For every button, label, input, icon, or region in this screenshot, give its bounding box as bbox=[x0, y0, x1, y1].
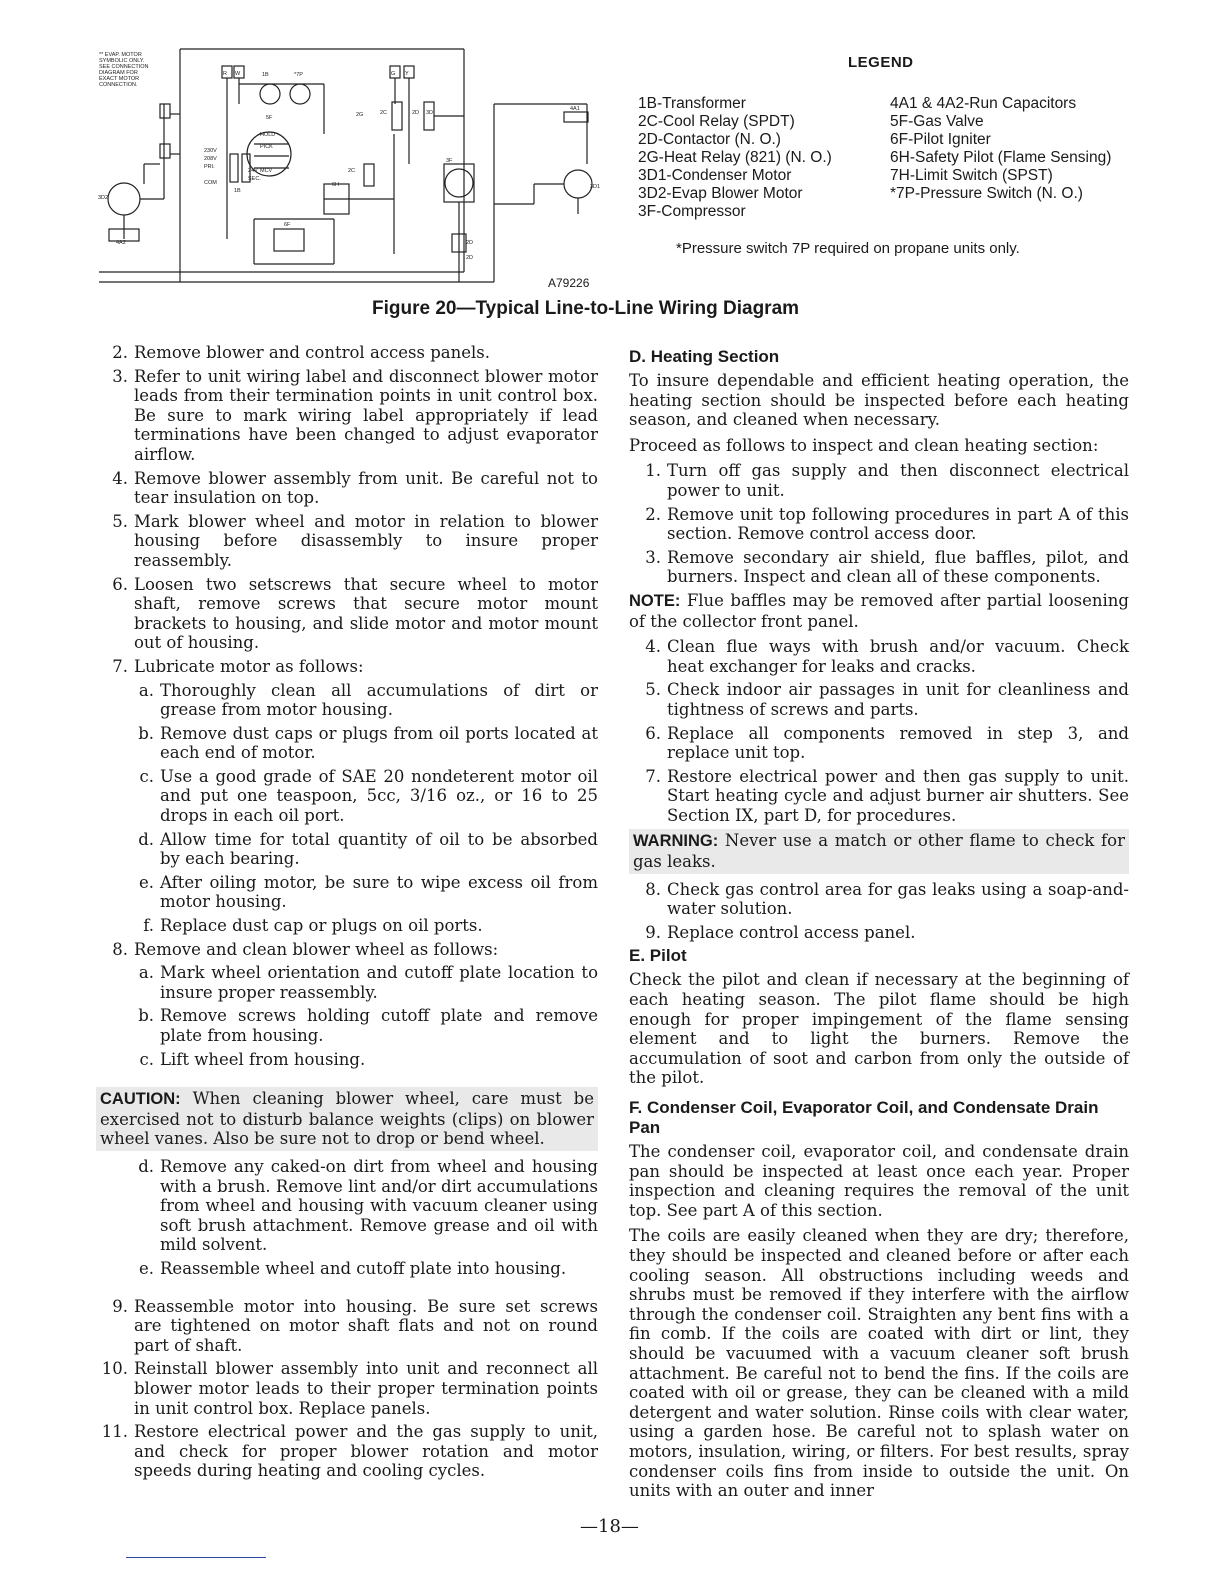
warning-box bbox=[629, 829, 1129, 873]
paragraph: The coils are easily cleaned when they are dry; therefore, they should be inspected and cleaned before or after each cooling season. All obstructions including weeds and shrubs must be removed if they interfere with the airflow through the condenser coil. Straighten any bent fins with a fin comb. If the coils are coated with dirt or lint, they should be vacuumed with a vacuum cleaner soft brush attachment. Be careful not to bend the fins. If the coils are coated with oil or grease, they can be cleaned with a mild detergent and water solution. Rinse coils with clear water, using a garden hose. Be careful not to splash water on motors, insulation, wiring, or filters. For best results, spray condenser coils fins from inside to outside the unit. On units with an outer and inner bbox=[629, 1226, 1129, 1501]
step-text: Reassemble motor into housing. Be sure set screws are tightened on motor shaft flats and not on round part of shaft. bbox=[134, 1296, 598, 1355]
section-heading-coils: F. Condenser Coil, Evaporator Coil, and Condensate Drain Pan bbox=[629, 1098, 1099, 1137]
step-list bbox=[96, 343, 598, 677]
step-number: 2. bbox=[112, 343, 128, 362]
warning-text: Never use a match or other flame to check for gas leaks. bbox=[633, 831, 1125, 872]
step-item bbox=[96, 367, 598, 465]
paragraph: The condenser coil, evaporator coil, and condensate drain pan should be inspected at least once each year. Proper inspection and cleaning requires the removal of the unit top. See part A of this section. bbox=[629, 1142, 1129, 1220]
diagram-note-line: DIAGRAM FOR bbox=[99, 70, 138, 76]
step-list bbox=[629, 637, 1129, 825]
substep-item bbox=[96, 724, 598, 763]
diagram-label: 230V bbox=[204, 148, 217, 154]
substep-item bbox=[96, 681, 598, 720]
step-number: 5. bbox=[645, 680, 661, 700]
diagram-label: MCV bbox=[260, 168, 273, 174]
step-item bbox=[96, 657, 598, 677]
step-number: 8. bbox=[112, 939, 128, 959]
step-number: 1. bbox=[645, 461, 661, 481]
step-number: 8. bbox=[645, 879, 661, 899]
substep-item bbox=[96, 830, 598, 869]
step-number: 9. bbox=[645, 922, 661, 942]
step-text: Thoroughly clean all accumulations of dirt or grease from motor housing. bbox=[160, 680, 598, 720]
diagram-note-line: CONNECTION. bbox=[99, 82, 138, 88]
step-number: 6. bbox=[645, 723, 661, 743]
legend-footnote: *Pressure switch 7P required on propane units only. bbox=[676, 240, 1020, 257]
step-item bbox=[629, 548, 1129, 587]
legend-entry: 1B-Transformer bbox=[638, 95, 746, 112]
legend-entry: 4A1 & 4A2-Run Capacitors bbox=[890, 95, 1077, 112]
legend-entry: 3F-Compressor bbox=[638, 203, 746, 220]
diagram-label: 6F bbox=[284, 222, 291, 228]
diagram-label: SEC. bbox=[248, 176, 261, 182]
diagram-label: R bbox=[223, 71, 227, 77]
step-number: e. bbox=[138, 1258, 154, 1278]
step-list bbox=[96, 1297, 598, 1481]
diagram-label: 2C bbox=[348, 168, 356, 174]
diagram-label: 1B bbox=[262, 72, 269, 78]
caution-label: CAUTION: bbox=[100, 1090, 181, 1109]
substep-item bbox=[96, 1259, 598, 1279]
diagram-label: COM bbox=[204, 180, 217, 186]
step-text: Check gas control area for gas leaks using a soap-and-water solution. bbox=[667, 879, 1129, 919]
step-item bbox=[629, 505, 1129, 544]
diagram-note-line: SYMBOLIC ONLY. bbox=[99, 58, 145, 64]
step-text: Remove blower assembly from unit. Be careful not to tear insulation on top. bbox=[134, 468, 598, 508]
step-number: f. bbox=[143, 916, 154, 936]
step-list bbox=[629, 461, 1129, 587]
step-text: Restore electrical power and the gas supply to unit, and check for proper blower rotation and motor speeds during heating and cooling cycles. bbox=[134, 1422, 598, 1481]
section-heading-pilot: E. Pilot bbox=[629, 946, 687, 966]
step-number: 4. bbox=[645, 637, 661, 657]
note-label: NOTE: bbox=[629, 591, 681, 610]
step-text: Remove secondary air shield, flue baffles, pilot, and burners. Inspect and clean all of these components. bbox=[667, 547, 1129, 587]
step-text: Replace dust cap or plugs on oil ports. bbox=[160, 916, 483, 936]
substep-item bbox=[96, 1006, 598, 1045]
step-number: 6. bbox=[112, 574, 128, 594]
step-text: Replace all components removed in step 3, and replace unit top. bbox=[667, 723, 1129, 763]
wiring-diagram bbox=[94, 44, 614, 294]
substep-item bbox=[96, 1050, 598, 1070]
step-text: Restore electrical power and then gas supply to unit. Start heating cycle and adjust burner air shutters. See Section IX, part D, for procedures. bbox=[667, 766, 1129, 825]
diagram-label: 6H bbox=[332, 182, 340, 188]
legend-entry: 3D1-Condenser Motor bbox=[638, 167, 792, 184]
step-number: e. bbox=[138, 872, 154, 892]
step-text: After oiling motor, be sure to wipe excess oil from motor housing. bbox=[160, 872, 598, 912]
substep-item bbox=[96, 1157, 598, 1255]
diagram-label: 5F bbox=[266, 115, 273, 121]
legend-left-column bbox=[638, 95, 832, 221]
legend-entry: 2D-Contactor (N. O.) bbox=[638, 131, 781, 148]
step-item bbox=[96, 343, 598, 363]
step-number: 9. bbox=[112, 1296, 128, 1316]
step-item bbox=[96, 512, 598, 571]
diagram-label: PRI. bbox=[204, 164, 215, 170]
diagram-label: 3D2 bbox=[98, 195, 109, 201]
diagram-label: G bbox=[391, 71, 396, 77]
step-text: Lubricate motor as follows: bbox=[134, 656, 364, 676]
step-number: c. bbox=[139, 1049, 154, 1069]
section-heading-heating: D. Heating Section bbox=[629, 347, 780, 366]
figure-caption: Figure 20—Typical Line-to-Line Wiring Diagram bbox=[372, 298, 800, 319]
diagram-label: 3D bbox=[426, 110, 434, 116]
step-number: a. bbox=[138, 680, 154, 700]
legend-right-column bbox=[890, 95, 1111, 203]
step-text: Clean flue ways with brush and/or vacuum. Check heat exchanger for leaks and cracks. bbox=[667, 637, 1129, 676]
step-text: Replace control access panel. bbox=[667, 922, 916, 942]
step-number: 3. bbox=[112, 366, 128, 386]
step-item bbox=[96, 1422, 598, 1481]
step-item bbox=[629, 680, 1129, 719]
step-item bbox=[96, 940, 598, 960]
step-text: Refer to unit wiring label and disconnect blower motor leads from their termination points in unit control box. Be sure to mark wiring label appropriately if lead terminations have been changed to adjust evaporator airflow. bbox=[134, 366, 598, 464]
step-text: Mark wheel orientation and cutoff plate location to insure proper reassembly. bbox=[160, 963, 598, 1002]
diagram-label: 3D1 bbox=[590, 184, 601, 190]
step-text: Remove and clean blower wheel as follows: bbox=[134, 939, 499, 959]
step-item bbox=[629, 724, 1129, 763]
step-number: 2. bbox=[645, 504, 661, 524]
step-text: Loosen two setscrews that secure wheel to motor shaft, remove screws that secure motor mount brackets to housing, and slide motor and motor mount out of housing. bbox=[134, 574, 598, 653]
step-item bbox=[96, 1297, 598, 1356]
step-text: Turn off gas supply and then disconnect electrical power to unit. bbox=[667, 461, 1129, 500]
step-text: Use a good grade of SAE 20 nondeterent motor oil and put one teaspoon, 5cc, 3/16 oz., or 16 to 25 drops in each oil port. bbox=[160, 766, 598, 826]
diagram-label: 2D bbox=[466, 240, 474, 246]
step-number: a. bbox=[138, 963, 154, 983]
legend-entry: *7P-Pressure Switch (N. O.) bbox=[890, 185, 1083, 202]
diagram-label: *7P bbox=[294, 72, 303, 78]
substep-item bbox=[96, 873, 598, 912]
paragraph: To insure dependable and efficient heating operation, the heating section should be inspected before each heating season, and cleaned when necessary. bbox=[629, 371, 1129, 430]
footer-rule bbox=[126, 1557, 266, 1558]
substep-list bbox=[96, 681, 598, 936]
step-text: Remove dust caps or plugs from oil ports located at each end of motor. bbox=[160, 723, 598, 763]
step-text: Check indoor air passages in unit for cleanliness and tightness of screws and parts. bbox=[667, 680, 1129, 719]
caution-text: When cleaning blower wheel, care must be exercised not to disturb balance weights (clips) on blower wheel vanes. Also be sure not to drop or bend wheel. bbox=[100, 1089, 594, 1149]
diagram-note-line: EXACT MOTOR bbox=[99, 76, 140, 82]
paragraph: Check the pilot and clean if necessary at the beginning of each heating season. The pilot flame should be high enough for proper impingement of the flame sensing element and to light the burners. Remove the accumulation of soot and carbon from only the outside of the pilot. bbox=[629, 970, 1129, 1088]
caution-box bbox=[96, 1087, 598, 1151]
diagram-label: HOLD bbox=[260, 132, 276, 138]
step-number: 4. bbox=[112, 468, 128, 488]
diagram-label: 2D bbox=[412, 110, 420, 116]
diagram-note-line: ** EVAP. MOTOR bbox=[99, 52, 142, 58]
step-text: Reassemble wheel and cutoff plate into housing. bbox=[160, 1258, 567, 1278]
page-number: —18— bbox=[580, 1516, 639, 1537]
legend-entry: 6H-Safety Pilot (Flame Sensing) bbox=[890, 149, 1112, 166]
step-item bbox=[629, 923, 1129, 943]
step-text: Lift wheel from housing. bbox=[160, 1049, 366, 1069]
diagram-label: W bbox=[235, 71, 241, 77]
diagram-note-line: SEE CONNECTION bbox=[99, 64, 149, 70]
step-number: d. bbox=[138, 829, 154, 849]
diagram-label: Y bbox=[405, 71, 409, 77]
step-text: Mark blower wheel and motor in relation to blower housing before disassembly to insure proper reassembly. bbox=[134, 511, 598, 570]
step-text: Remove any caked-on dirt from wheel and housing with a brush. Remove lint and/or dirt accumulations from wheel and housing with vacuum cleaner using soft brush attachment. Remove grease and oil with mild solvent. bbox=[160, 1156, 598, 1255]
step-number: 7. bbox=[112, 656, 128, 676]
diagram-code: A79226 bbox=[548, 276, 590, 290]
legend-entry: 2G-Heat Relay (821) (N. O.) bbox=[638, 149, 832, 166]
diagram-label: 208V bbox=[204, 156, 217, 162]
legend-entry: 5F-Gas Valve bbox=[890, 113, 984, 130]
step-text: Reinstall blower assembly into unit and reconnect all blower motor leads to their proper termination points in unit control box. Replace panels. bbox=[134, 1359, 598, 1418]
legend-heading: LEGEND bbox=[848, 54, 914, 71]
step-item bbox=[629, 767, 1129, 826]
step-number: c. bbox=[139, 766, 154, 786]
step-item bbox=[629, 880, 1129, 919]
step-item bbox=[96, 575, 598, 653]
substep-item bbox=[96, 963, 598, 1002]
step-text: Remove blower and control access panels. bbox=[134, 343, 490, 362]
step-list bbox=[629, 880, 1129, 943]
right-column bbox=[629, 343, 1129, 1507]
step-number: d. bbox=[138, 1156, 154, 1176]
substep-list bbox=[96, 963, 598, 1069]
step-number: 5. bbox=[112, 511, 128, 531]
step-item bbox=[629, 637, 1129, 676]
legend-entry: 2C-Cool Relay (SPDT) bbox=[638, 113, 795, 130]
diagram-label: 4A2 bbox=[116, 240, 126, 246]
diagram-label: 24V bbox=[248, 168, 258, 174]
step-text: Remove screws holding cutoff plate and remove plate from housing. bbox=[160, 1006, 598, 1045]
warning-label: WARNING: bbox=[633, 832, 719, 851]
step-number: b. bbox=[138, 1006, 154, 1026]
paragraph: Proceed as follows to inspect and clean heating section: bbox=[629, 435, 1099, 455]
diagram-label: 2D bbox=[466, 255, 474, 261]
step-number: 11. bbox=[101, 1422, 128, 1442]
diagram-label: 2G bbox=[356, 112, 364, 118]
step-number: 10. bbox=[101, 1359, 128, 1379]
step-number: 3. bbox=[645, 547, 661, 567]
legend-entry: 3D2-Evap Blower Motor bbox=[638, 185, 803, 202]
step-item bbox=[96, 1359, 598, 1418]
left-column bbox=[96, 343, 598, 1485]
step-number: b. bbox=[138, 723, 154, 743]
step-item bbox=[96, 469, 598, 508]
note-paragraph bbox=[629, 591, 1129, 631]
substep-list bbox=[96, 1157, 598, 1279]
step-item bbox=[629, 461, 1129, 500]
diagram-label: 3F bbox=[446, 158, 453, 164]
substep-item bbox=[96, 767, 598, 826]
step-text: Remove unit top following procedures in part A of this section. Remove control access door. bbox=[667, 504, 1129, 544]
legend-entry: 6F-Pilot Igniter bbox=[890, 131, 991, 148]
step-text: Allow time for total quantity of oil to be absorbed by each bearing. bbox=[160, 829, 598, 869]
diagram-label: PICK bbox=[260, 144, 273, 150]
diagram-label: 2C bbox=[380, 110, 388, 116]
note-text: Flue baffles may be removed after partial loosening of the collector front panel. bbox=[629, 590, 1129, 631]
step-number: 7. bbox=[645, 766, 661, 786]
diagram-label: 1B bbox=[234, 188, 241, 194]
diagram-label: 4A1 bbox=[570, 106, 580, 112]
legend-entry: 7H-Limit Switch (SPST) bbox=[890, 167, 1053, 184]
substep-item bbox=[96, 916, 598, 936]
